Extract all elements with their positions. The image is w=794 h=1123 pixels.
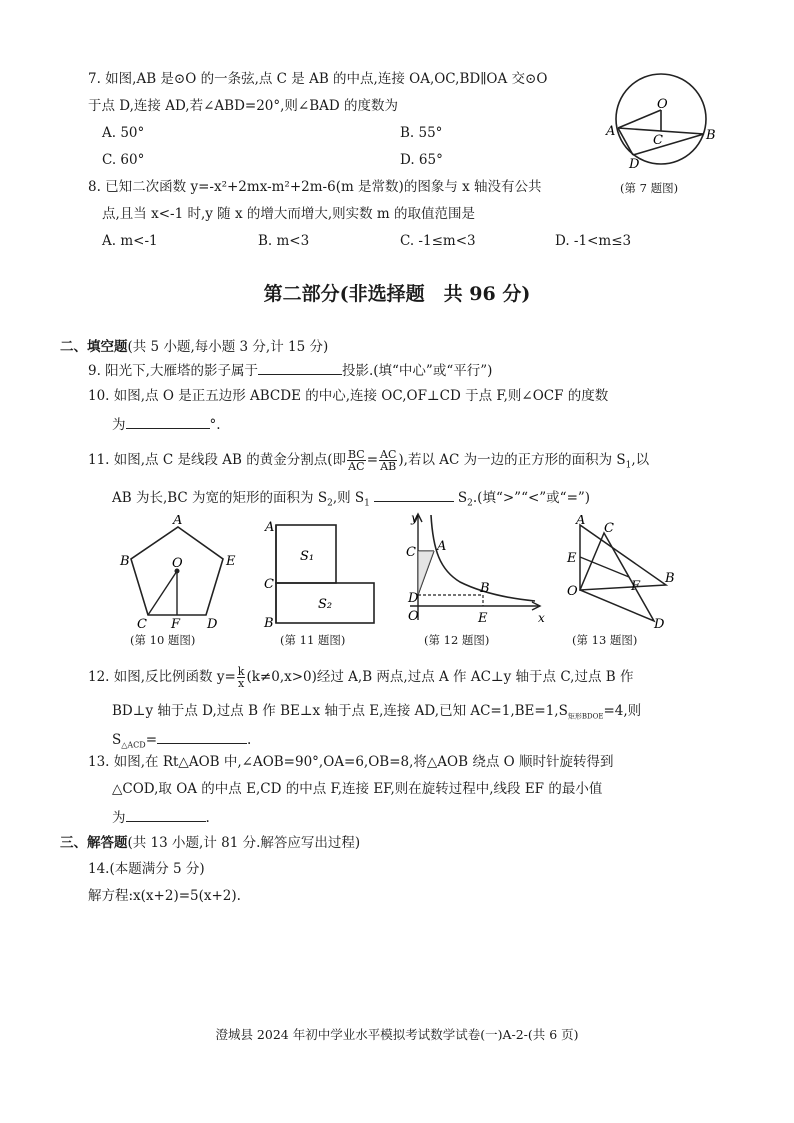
q9	[88, 360, 492, 380]
q12-line2-text: BD⊥y 轴于点 D,过点 B 作 BE⊥x 轴于点 E,连接 AD,已知 AC=1,BE=1,S	[112, 703, 568, 719]
fig13-label-b: B	[665, 571, 675, 586]
q10-line2	[112, 414, 221, 434]
fig12-label-e: E	[478, 611, 488, 626]
q12-line3-sub: △ACD	[121, 740, 146, 750]
fig13-triangle-cod	[580, 533, 654, 621]
fig12-label-d: D	[408, 591, 419, 606]
figure-q12	[400, 510, 550, 632]
fig7-label-o: O	[657, 97, 668, 112]
page-footer: 澄城县 2024 年初中学业水平模拟考试数学试卷(一)A-2-(共 6 页)	[215, 1027, 579, 1042]
q11-answer-blank[interactable]	[374, 487, 454, 502]
q11-frac2-den: AB	[380, 460, 397, 473]
fig13-caption: (第 13 题图)	[572, 633, 638, 647]
q12-frac-den: x	[238, 677, 245, 690]
q11-subscript-1: 1	[625, 460, 632, 471]
fig13-label-d: D	[654, 617, 665, 631]
fig7-segment-bd	[633, 134, 704, 155]
q7-option-d: D. 65°	[400, 152, 443, 168]
section2-desc: (共 5 小题,每小题 3 分,计 15 分)	[127, 339, 329, 355]
fig7-label-a: A	[606, 124, 616, 139]
q7-option-b: B. 55°	[400, 125, 443, 141]
q8-line1: 8. 已知二次函数 y=-x²+2mx-m²+2m-6(m 是常数)的图象与 x 轴没有公共	[88, 179, 542, 195]
q14-head: 14.(本题满分 5 分)	[88, 861, 205, 877]
q11-fraction-ac-ab	[379, 449, 397, 472]
fig12-caption: (第 12 题图)	[424, 633, 490, 647]
fig12-label-a: A	[437, 539, 447, 554]
q12-line2	[112, 702, 641, 726]
q11-line2-pre: AB 为长,BC 为宽的矩形的面积为 S	[112, 490, 328, 506]
fig12-label-x: x	[538, 611, 545, 625]
fig10-caption: (第 10 题图)	[130, 633, 196, 647]
q7-option-a: A. 50°	[102, 125, 145, 141]
q8-option-b: B. m<3	[258, 233, 310, 249]
fig7-segment-ad	[618, 128, 633, 155]
section3-title: 三、解答题	[60, 835, 128, 851]
part2-title: 第二部分(非选择题 共 96 分)	[263, 283, 531, 305]
figure-q11	[262, 515, 382, 631]
q13-line3	[112, 807, 210, 827]
q11-equals: =	[366, 452, 379, 468]
q10-line1: 10. 如图,点 O 是正五边形 ABCDE 的中心,连接 OC,OF⊥CD 于点 F,则∠OCF 的度数	[88, 388, 609, 404]
q11-line2-post: .(填“>”“<”或“=”)	[472, 490, 591, 506]
q9-text-post: 投影.(填“中心”或“平行”)	[341, 363, 493, 379]
figure-q13	[562, 515, 677, 631]
section2-title: 二、填空题	[60, 339, 128, 355]
q13-line2: △COD,取 OA 的中点 E,CD 的中点 F,连接 EF,则在旋转过程中,线段 EF 的最小值	[112, 781, 603, 797]
q8-option-a: A. m<-1	[102, 233, 158, 249]
fig7-label-d: D	[629, 157, 640, 172]
figure-q7	[605, 62, 720, 172]
q11-text-post-b: ,以	[631, 452, 650, 468]
q11-line1	[88, 449, 649, 475]
q13-text-post: .	[205, 810, 210, 826]
q10-answer-blank[interactable]	[126, 414, 210, 429]
section3-desc: (共 13 小题,计 81 分.解答应写出过程)	[127, 835, 361, 851]
fig13-label-c: C	[604, 521, 614, 536]
q11-text-post: ),若以 AC 为一边的正方形的面积为 S	[398, 452, 626, 468]
q13-text-pre: 为	[112, 810, 126, 826]
fig10-label-b: B	[120, 554, 130, 569]
fig13-label-f: F	[631, 579, 641, 594]
fig10-label-o: O	[172, 556, 183, 571]
q11-line2	[112, 487, 590, 513]
q8-option-d: D. -1<m≤3	[555, 233, 632, 249]
fig10-label-d: D	[207, 617, 218, 631]
q13-line1: 13. 如图,在 Rt△AOB 中,∠AOB=90°,OA=6,OB=8,将△AOB 绕点 O 顺时针旋转得到	[88, 754, 614, 770]
q12-frac-num: k	[237, 665, 245, 678]
q12-line3-s: S	[112, 732, 122, 748]
q11-fraction-bc-ac	[347, 449, 366, 472]
q9-text-pre: 9. 阳光下,大雁塔的影子属于	[88, 363, 258, 379]
fig11-label-a: A	[265, 520, 275, 535]
fig7-label-b: B	[706, 128, 716, 143]
q11-frac1-den: AC	[348, 460, 365, 473]
q12-line1	[88, 666, 633, 689]
fig13-label-a: A	[576, 515, 586, 528]
q8-line2: 点,且当 x<-1 时,y 随 x 的增大而增大,则实数 m 的取值范围是	[102, 206, 476, 222]
fig11-label-c: C	[264, 577, 274, 592]
fig10-label-c: C	[137, 617, 147, 631]
q7-option-c: C. 60°	[102, 152, 145, 168]
q12-text-pre: 12. 如图,反比例函数 y=	[88, 669, 236, 685]
q11-line2-sub1: 1	[364, 498, 370, 509]
q12-line2-sub: 矩形BDOE	[567, 712, 604, 721]
q7-line1: 7. 如图,AB 是⊙O 的一条弦,点 C 是 AB 的中点,连接 OA,OC,BD∥OA 交⊙O	[88, 71, 548, 87]
q11-line2-s: S	[457, 490, 468, 506]
fig12-label-y: y	[411, 511, 418, 525]
fig12-label-b: B	[480, 581, 490, 596]
q12-text-post: (k≠0,x>0)经过 A,B 两点,过点 A 作 AC⊥y 轴于点 C,过点 B 作	[246, 669, 634, 685]
q12-line3-end: .	[247, 732, 252, 748]
q11-text-pre: 11. 如图,点 C 是线段 AB 的黄金分割点(即	[88, 452, 346, 468]
q12-answer-blank[interactable]	[157, 729, 247, 744]
q12-fraction-k-x	[237, 666, 246, 689]
fig10-label-a: A	[173, 515, 183, 528]
fig12-label-o: O	[408, 609, 419, 624]
q11-line2-mid: ,则 S	[332, 490, 365, 506]
q11-frac1-num: BC	[347, 448, 365, 461]
q13-answer-blank[interactable]	[126, 807, 206, 822]
q11-frac2-num: AC	[380, 448, 397, 461]
figure-q10	[118, 515, 238, 631]
q12-line2-post: =4,则	[603, 703, 642, 719]
fig11-label-b: B	[264, 616, 274, 631]
fig11-caption: (第 11 题图)	[280, 633, 346, 647]
fig11-label-s2: S₂	[318, 597, 333, 612]
q10-text-post: °.	[209, 417, 221, 433]
section3-heading	[60, 834, 360, 852]
fig7-segment-oa	[618, 110, 661, 128]
fig13-label-o: O	[567, 584, 578, 599]
section2-heading	[60, 338, 328, 356]
q10-text-pre: 为	[112, 417, 126, 433]
fig11-label-s1: S₁	[300, 549, 315, 564]
q11-line2-sub2: 2	[327, 498, 333, 509]
q7-line2: 于点 D,连接 AD,若∠ABD=20°,则∠BAD 的度数为	[88, 98, 399, 114]
q8-option-c: C. -1≤m<3	[400, 233, 476, 249]
fig10-segment-oc	[148, 571, 177, 615]
fig7-caption: (第 7 题图)	[620, 181, 679, 195]
q14-body: 解方程:x(x+2)=5(x+2).	[88, 888, 241, 904]
q11-line2-sub2b: 2	[467, 498, 473, 509]
fig12-label-c: C	[406, 545, 416, 560]
fig10-label-f: F	[171, 617, 181, 631]
q12-line3-eq: =	[145, 732, 158, 748]
fig7-label-c: C	[653, 133, 663, 148]
q9-answer-blank[interactable]	[258, 360, 342, 375]
fig13-label-e: E	[567, 551, 577, 566]
q12-line3	[112, 729, 251, 755]
fig10-label-e: E	[226, 554, 236, 569]
